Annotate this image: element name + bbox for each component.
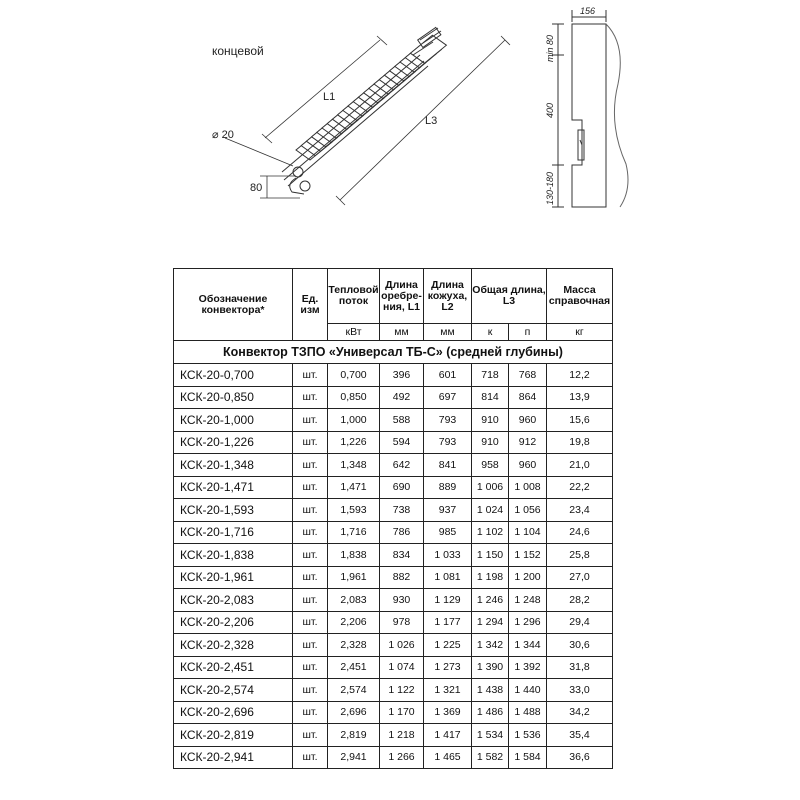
row-p: 1 152: [509, 544, 547, 567]
row-k: 718: [472, 364, 509, 387]
row-k: 1 006: [472, 476, 509, 499]
row-k: 1 582: [472, 746, 509, 769]
row-p: 960: [509, 454, 547, 477]
row-l2: 1 033: [424, 544, 472, 567]
row-mass: 36,6: [547, 746, 613, 769]
row-k: 814: [472, 386, 509, 409]
row-name: КСК-20-2,328: [174, 634, 293, 657]
row-heat: 1,000: [328, 409, 380, 432]
row-name: КСК-20-2,083: [174, 589, 293, 612]
row-l2: 1 081: [424, 566, 472, 589]
row-heat: 2,451: [328, 656, 380, 679]
row-name: КСК-20-2,941: [174, 746, 293, 769]
row-heat: 1,961: [328, 566, 380, 589]
row-unit: шт.: [293, 701, 328, 724]
dim-80-label: 80: [250, 182, 263, 194]
header-designation: Обозначение конвектора*: [174, 269, 293, 341]
row-l2: 1 369: [424, 701, 472, 724]
row-l1: 396: [380, 364, 424, 387]
dim-130-180-label: 130-180: [545, 171, 555, 205]
row-l2: 1 273: [424, 656, 472, 679]
row-p: 912: [509, 431, 547, 454]
header-mass: Масса справочная: [547, 269, 613, 324]
row-p: 1 536: [509, 724, 547, 747]
row-heat: 1,226: [328, 431, 380, 454]
row-name: КСК-20-1,961: [174, 566, 293, 589]
row-l2: 1 465: [424, 746, 472, 769]
row-name: КСК-20-2,819: [174, 724, 293, 747]
row-l2: 1 225: [424, 634, 472, 657]
row-l1: 690: [380, 476, 424, 499]
row-heat: 2,941: [328, 746, 380, 769]
header-fin-length: Длина оребре-ния, L1: [380, 269, 424, 324]
row-l1: 1 026: [380, 634, 424, 657]
table-row: [174, 611, 613, 634]
row-unit: шт.: [293, 431, 328, 454]
row-unit: шт.: [293, 544, 328, 567]
row-l1: 1 266: [380, 746, 424, 769]
table-row: [174, 409, 613, 432]
table-row: [174, 701, 613, 724]
row-unit: шт.: [293, 499, 328, 522]
section-title: Конвектор ТЗПО «Универсал ТБ-С» (средней глубины): [174, 341, 613, 364]
header-total-length: Общая длина, L3: [472, 269, 547, 324]
row-heat: 0,700: [328, 364, 380, 387]
row-l2: 841: [424, 454, 472, 477]
row-name: КСК-20-1,000: [174, 409, 293, 432]
row-k: 1 342: [472, 634, 509, 657]
table-row: [174, 521, 613, 544]
row-heat: 2,696: [328, 701, 380, 724]
row-k: 1 024: [472, 499, 509, 522]
dim-l1-label: L1: [323, 91, 336, 103]
row-l1: 1 170: [380, 701, 424, 724]
row-name: КСК-20-2,206: [174, 611, 293, 634]
row-name: КСК-20-1,716: [174, 521, 293, 544]
row-mass: 28,2: [547, 589, 613, 612]
row-heat: 2,574: [328, 679, 380, 702]
label-end-convector: концевой: [212, 44, 264, 58]
row-heat: 1,838: [328, 544, 380, 567]
row-p: 1 440: [509, 679, 547, 702]
table-row: [174, 566, 613, 589]
row-p: 1 296: [509, 611, 547, 634]
row-heat: 2,083: [328, 589, 380, 612]
row-name: КСК-20-1,226: [174, 431, 293, 454]
row-l1: 738: [380, 499, 424, 522]
row-mass: 19,8: [547, 431, 613, 454]
row-p: 768: [509, 364, 547, 387]
row-heat: 0,850: [328, 386, 380, 409]
dim-l3-label: L3: [425, 115, 438, 127]
row-l1: 978: [380, 611, 424, 634]
row-unit: шт.: [293, 724, 328, 747]
dim-156-label: 156: [580, 6, 596, 16]
row-p: 1 200: [509, 566, 547, 589]
row-name: КСК-20-2,574: [174, 679, 293, 702]
row-name: КСК-20-2,451: [174, 656, 293, 679]
row-unit: шт.: [293, 409, 328, 432]
table-row: [174, 476, 613, 499]
side-elevation: [552, 10, 628, 207]
row-unit: шт.: [293, 611, 328, 634]
row-unit: шт.: [293, 589, 328, 612]
row-heat: 1,716: [328, 521, 380, 544]
row-name: КСК-20-1,838: [174, 544, 293, 567]
row-l2: 985: [424, 521, 472, 544]
row-mass: 34,2: [547, 701, 613, 724]
row-k: 910: [472, 431, 509, 454]
row-heat: 1,348: [328, 454, 380, 477]
row-mass: 25,8: [547, 544, 613, 567]
row-p: 1 008: [509, 476, 547, 499]
table-row: [174, 679, 613, 702]
row-mass: 21,0: [547, 454, 613, 477]
row-name: КСК-20-0,850: [174, 386, 293, 409]
row-k: 1 198: [472, 566, 509, 589]
unit-k: к: [472, 324, 509, 341]
row-unit: шт.: [293, 454, 328, 477]
header-heat: Тепловой поток: [328, 269, 380, 324]
row-l2: 793: [424, 409, 472, 432]
table-row: [174, 746, 613, 769]
row-l1: 930: [380, 589, 424, 612]
row-heat: 2,206: [328, 611, 380, 634]
row-p: 1 392: [509, 656, 547, 679]
row-l1: 1 218: [380, 724, 424, 747]
row-p: 1 344: [509, 634, 547, 657]
row-heat: 1,471: [328, 476, 380, 499]
row-k: 1 294: [472, 611, 509, 634]
row-p: 1 056: [509, 499, 547, 522]
row-mass: 23,4: [547, 499, 613, 522]
row-l2: 1 417: [424, 724, 472, 747]
row-l2: 1 129: [424, 589, 472, 612]
dim-diameter-label: ⌀ 20: [212, 129, 234, 141]
row-k: 958: [472, 454, 509, 477]
row-l2: 937: [424, 499, 472, 522]
row-unit: шт.: [293, 634, 328, 657]
row-mass: 13,9: [547, 386, 613, 409]
row-unit: шт.: [293, 656, 328, 679]
row-l2: 1 177: [424, 611, 472, 634]
row-name: КСК-20-1,471: [174, 476, 293, 499]
table-row: [174, 656, 613, 679]
row-l1: 1 122: [380, 679, 424, 702]
row-mass: 35,4: [547, 724, 613, 747]
row-l2: 601: [424, 364, 472, 387]
table-row: [174, 364, 613, 387]
row-p: 1 104: [509, 521, 547, 544]
table-row: [174, 431, 613, 454]
row-name: КСК-20-2,696: [174, 701, 293, 724]
row-heat: 1,593: [328, 499, 380, 522]
convector-spec-table: [173, 268, 613, 769]
unit-p: п: [509, 324, 547, 341]
dim-400-label: 400: [545, 102, 555, 118]
unit-casing: мм: [424, 324, 472, 341]
convector-illustration: [282, 27, 446, 194]
row-l2: 1 321: [424, 679, 472, 702]
row-p: 1 584: [509, 746, 547, 769]
row-unit: шт.: [293, 364, 328, 387]
row-k: 1 534: [472, 724, 509, 747]
row-mass: 24,6: [547, 521, 613, 544]
row-l2: 889: [424, 476, 472, 499]
row-l1: 642: [380, 454, 424, 477]
row-p: 1 248: [509, 589, 547, 612]
row-l2: 697: [424, 386, 472, 409]
table-row: [174, 544, 613, 567]
row-unit: шт.: [293, 746, 328, 769]
row-mass: 12,2: [547, 364, 613, 387]
row-l1: 834: [380, 544, 424, 567]
row-l1: 882: [380, 566, 424, 589]
row-l1: 588: [380, 409, 424, 432]
row-mass: 22,2: [547, 476, 613, 499]
row-mass: 31,8: [547, 656, 613, 679]
row-unit: шт.: [293, 566, 328, 589]
unit-heat: кВт: [328, 324, 380, 341]
row-k: 1 486: [472, 701, 509, 724]
table-row: [174, 724, 613, 747]
table-row: [174, 589, 613, 612]
table-row: [174, 386, 613, 409]
row-mass: 15,6: [547, 409, 613, 432]
header-casing-length: Длина кожуха, L2: [424, 269, 472, 324]
row-k: 1 438: [472, 679, 509, 702]
row-unit: шт.: [293, 386, 328, 409]
table-row: [174, 499, 613, 522]
dim-min80-label: min 80: [545, 34, 555, 62]
row-k: 910: [472, 409, 509, 432]
row-mass: 33,0: [547, 679, 613, 702]
unit-mass: кг: [547, 324, 613, 341]
row-mass: 29,4: [547, 611, 613, 634]
row-k: 1 246: [472, 589, 509, 612]
row-p: 864: [509, 386, 547, 409]
row-p: 1 488: [509, 701, 547, 724]
row-mass: 30,6: [547, 634, 613, 657]
row-l1: 1 074: [380, 656, 424, 679]
table-row: [174, 454, 613, 477]
row-k: 1 102: [472, 521, 509, 544]
row-heat: 2,328: [328, 634, 380, 657]
row-l1: 594: [380, 431, 424, 454]
row-mass: 27,0: [547, 566, 613, 589]
row-unit: шт.: [293, 679, 328, 702]
header-unit: Ед. изм: [293, 269, 328, 341]
row-l1: 786: [380, 521, 424, 544]
row-unit: шт.: [293, 521, 328, 544]
row-k: 1 390: [472, 656, 509, 679]
row-heat: 2,819: [328, 724, 380, 747]
unit-fin: мм: [380, 324, 424, 341]
row-p: 960: [509, 409, 547, 432]
row-unit: шт.: [293, 476, 328, 499]
technical-drawing: [0, 0, 800, 260]
row-name: КСК-20-1,593: [174, 499, 293, 522]
table-row: [174, 634, 613, 657]
row-l2: 793: [424, 431, 472, 454]
row-l1: 492: [380, 386, 424, 409]
row-name: КСК-20-1,348: [174, 454, 293, 477]
row-name: КСК-20-0,700: [174, 364, 293, 387]
row-k: 1 150: [472, 544, 509, 567]
